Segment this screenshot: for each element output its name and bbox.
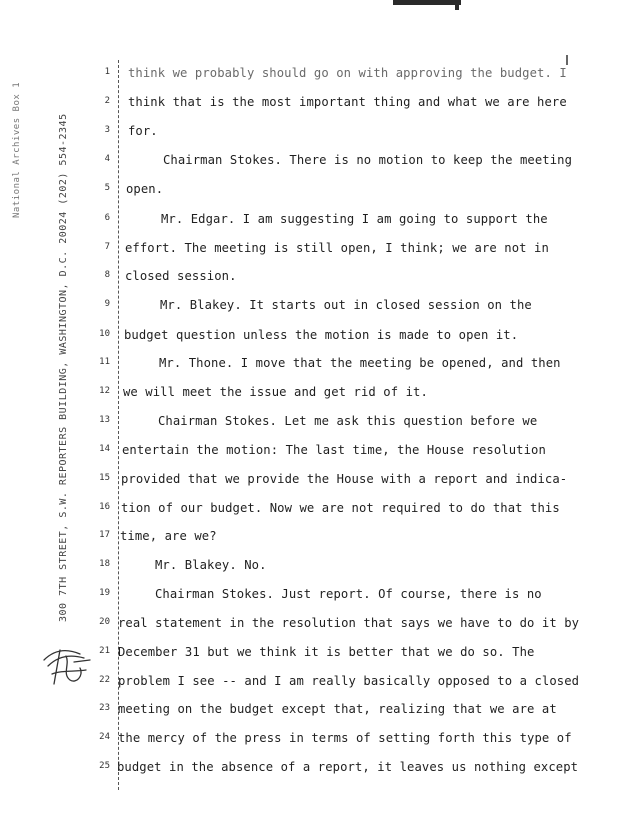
transcript-line: for.: [128, 124, 158, 138]
line-number: 19: [99, 588, 110, 598]
transcript-line: provided that we provide the House with a report and indica-: [121, 472, 568, 486]
scan-speck: [566, 55, 568, 65]
line-number: 18: [99, 559, 110, 569]
handwritten-initials: [40, 640, 100, 690]
transcript-line: think we probably should go on with approving the budget. I: [128, 66, 567, 80]
transcript-line: Chairman Stokes. There is no motion to keep the meeting: [163, 153, 573, 167]
transcript-line: entertain the motion: The last time, the House resolution: [122, 443, 546, 457]
line-number: 2: [104, 96, 110, 106]
reporter-address-margin: 300 7TH STREET, S.W. REPORTERS BUILDING, WASHINGTON, D.C. 20024 (202) 554-2345: [58, 113, 69, 622]
transcript-line: effort. The meeting is still open, I think; we are not in: [125, 241, 549, 255]
line-number: 10: [99, 329, 110, 339]
line-number: 5: [104, 183, 110, 193]
line-number: 6: [104, 213, 110, 223]
line-number: 11: [99, 357, 110, 367]
transcript-line: Chairman Stokes. Just report. Of course, there is no: [155, 587, 542, 601]
transcript-line: December 31 but we think it is better that we do so. The: [118, 645, 535, 659]
line-number: 17: [99, 530, 110, 540]
line-number: 16: [99, 502, 110, 512]
line-number: 8: [104, 270, 110, 280]
line-number: 3: [104, 125, 110, 135]
line-number: 22: [99, 675, 110, 685]
line-number: 13: [99, 415, 110, 425]
transcript-line: Chairman Stokes. Let me ask this question before we: [158, 414, 538, 428]
line-number: 21: [99, 646, 110, 656]
line-number: 24: [99, 732, 110, 742]
transcript-line: Mr. Thone. I move that the meeting be opened, and then: [159, 356, 561, 370]
transcript-line: we will meet the issue and get rid of it.: [123, 385, 428, 399]
transcript-line: tion of our budget. Now we are not required to do that this: [121, 501, 560, 515]
line-number: 12: [99, 386, 110, 396]
transcript-line: think that is the most important thing and what we are here: [128, 95, 567, 109]
transcript-line: closed session.: [125, 269, 237, 283]
archive-stamp: National Archives Box 1: [12, 81, 22, 218]
line-number: 20: [99, 617, 110, 627]
transcript-line: Mr. Blakey. It starts out in closed session on the: [160, 298, 532, 312]
transcript-line: the mercy of the press in terms of setting forth this type of: [118, 731, 572, 745]
transcript-line: time, are we?: [120, 529, 217, 543]
line-number: 23: [99, 703, 110, 713]
transcript-line: open.: [126, 182, 164, 196]
transcript-line: budget question unless the motion is made to open it.: [124, 328, 519, 342]
line-number: 15: [99, 473, 110, 483]
transcript-line: budget in the absence of a report, it leaves us nothing except: [117, 760, 579, 774]
line-number: 1: [104, 67, 110, 77]
line-number: 7: [104, 242, 110, 252]
transcript-line: problem I see -- and I am really basically opposed to a closed: [118, 674, 580, 688]
transcript-line: meeting on the budget except that, realizing that we are at: [118, 702, 557, 716]
transcript-line: Mr. Edgar. I am suggesting I am going to support the: [161, 212, 548, 226]
line-number: 4: [104, 154, 110, 164]
top-edge-mark-tick: [455, 0, 459, 10]
transcript-line: real statement in the resolution that says we have to do it by: [118, 616, 580, 630]
transcript-line: Mr. Blakey. No.: [155, 558, 267, 572]
line-number: 9: [104, 299, 110, 309]
line-number: 14: [99, 444, 110, 454]
line-number: 25: [99, 761, 110, 771]
top-edge-mark: [393, 0, 461, 5]
